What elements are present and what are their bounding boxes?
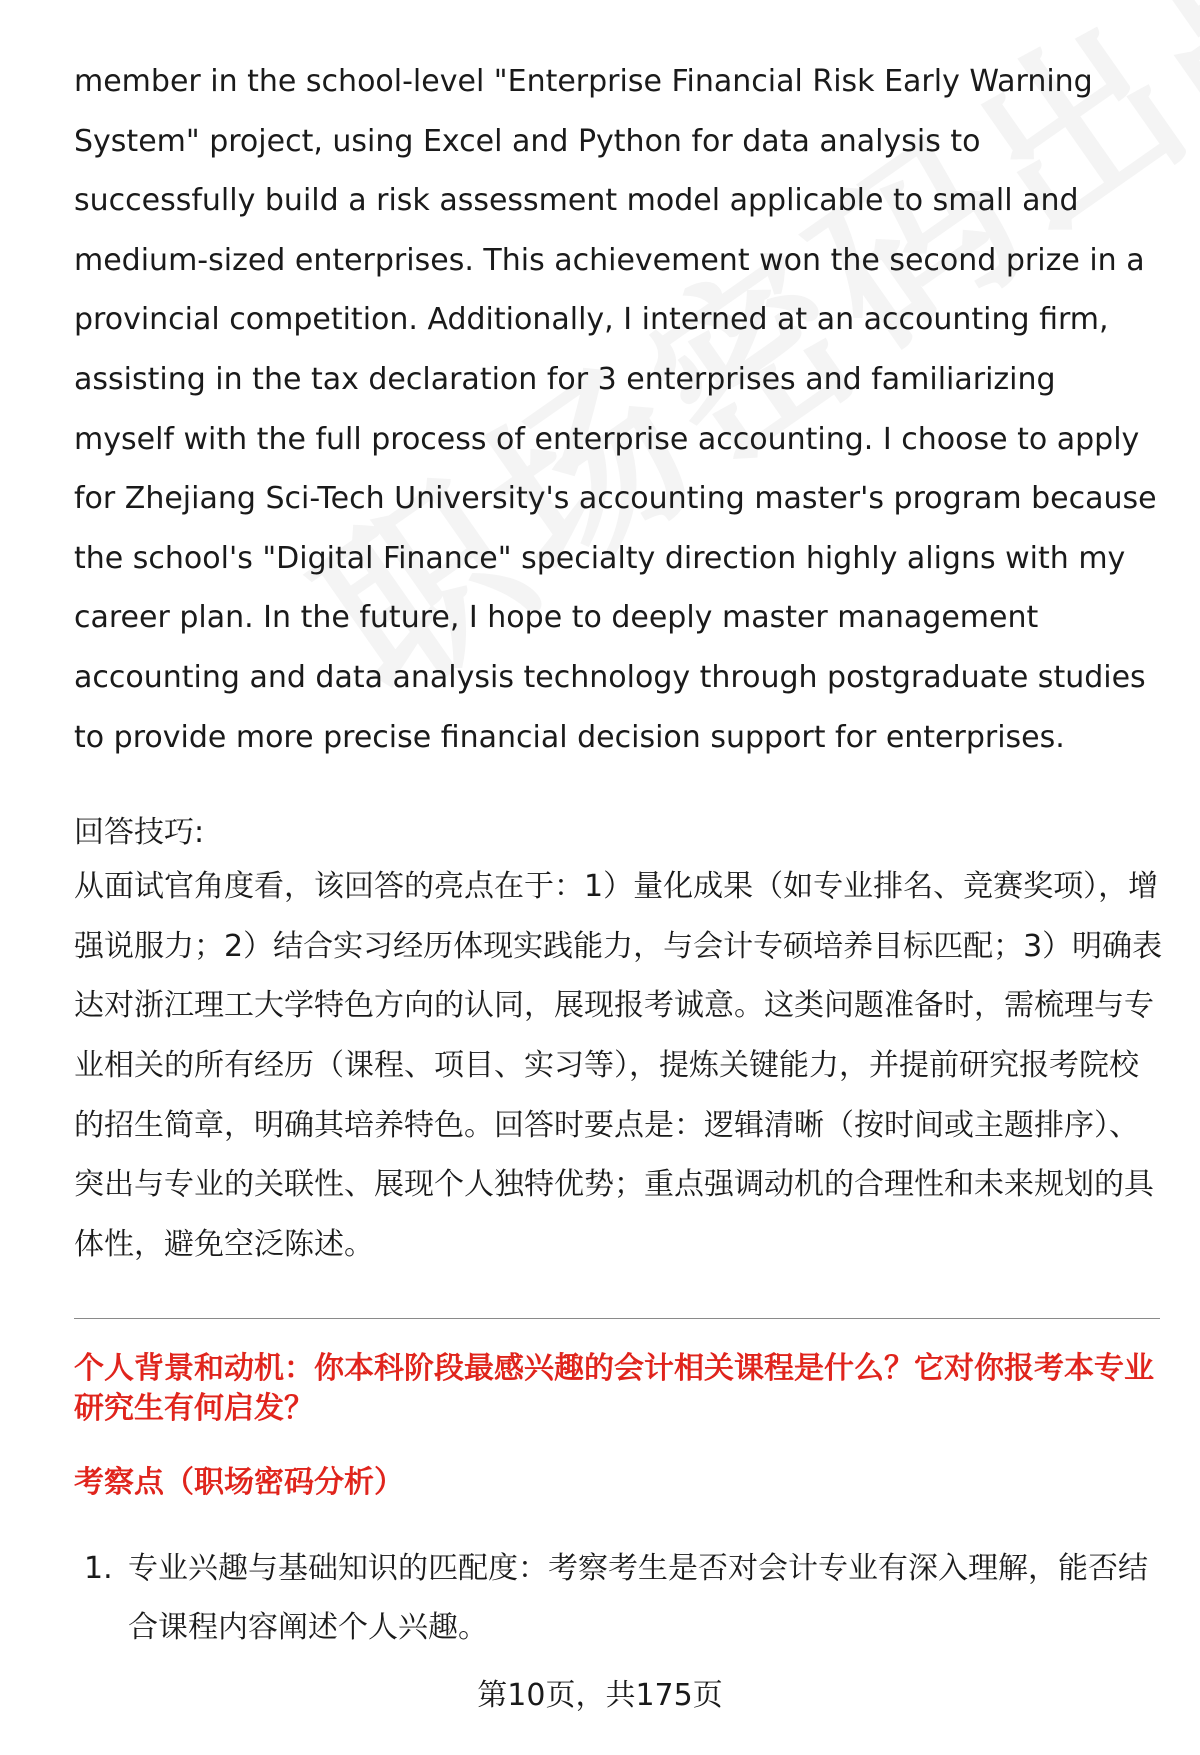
section-divider [74,1318,1160,1319]
answer-tips [74,809,1164,1274]
tips-label: 回答技巧: [74,815,205,851]
tips-text: 从面试官角度看，该回答的亮点在于：1）量化成果（如专业排名、竞赛奖项），增强说服力；2）结合实习经历体现实践能力，与会计专硕培养目标匹配；3）明确表达对浙江理工大学特色方向的认同，展现报考诚意。这类问题准备时，需梳理与专业相关的所有经历（课程、项目、实习等），提炼关键能力，并提前研究报考院校的招生简章，明确其培养特色。回答时要点是：逻辑清晰（按时间或主题排序）、突出与专业的关联性、展现个人独特优势；重点强调动机的合理性和未来规划的具体性，避免空泛陈述。 [74,869,1163,1262]
page-content [74,52,1164,1657]
list-item-number: 1. [84,1551,113,1587]
page-number: 第10页，共175页 [477,1678,723,1713]
list-item-text: 专业兴趣与基础知识的匹配度：考察考生是否对会计专业有深入理解，能否结合课程内容阐述个人兴趣。 [128,1551,1148,1646]
question-heading: 个人背景和动机：你本科阶段最感兴趣的会计相关课程是什么？它对你报考本专业研究生有何启发？ [74,1351,1154,1427]
assessment-heading: 考察点（职场密码分析） [74,1465,404,1501]
answer-paragraph: member in the school-level "Enterprise Financial Risk Early Warning System" project, using Excel and Python for data analysis to successfully build a risk assessment model applicable to small and medium-sized enterprises. This achievement won the second prize in a provincial competition. Additionally, I interned at an accounting firm, assisting in the tax declaration for 3 enterprises and familiarizing myself with the full process of enterprise accounting. I choose to apply for Zhejiang Sci-Tech University's accounting master's program because the school's "Digital Finance" specialty direction highly aligns with my career plan. In the future, I hope to deeply master management accounting and data analysis technology through postgraduate studies to provide more precise financial decision support for enterprises. [74,64,1157,755]
assessment-list [74,1539,1164,1657]
list-item [74,1539,1164,1657]
